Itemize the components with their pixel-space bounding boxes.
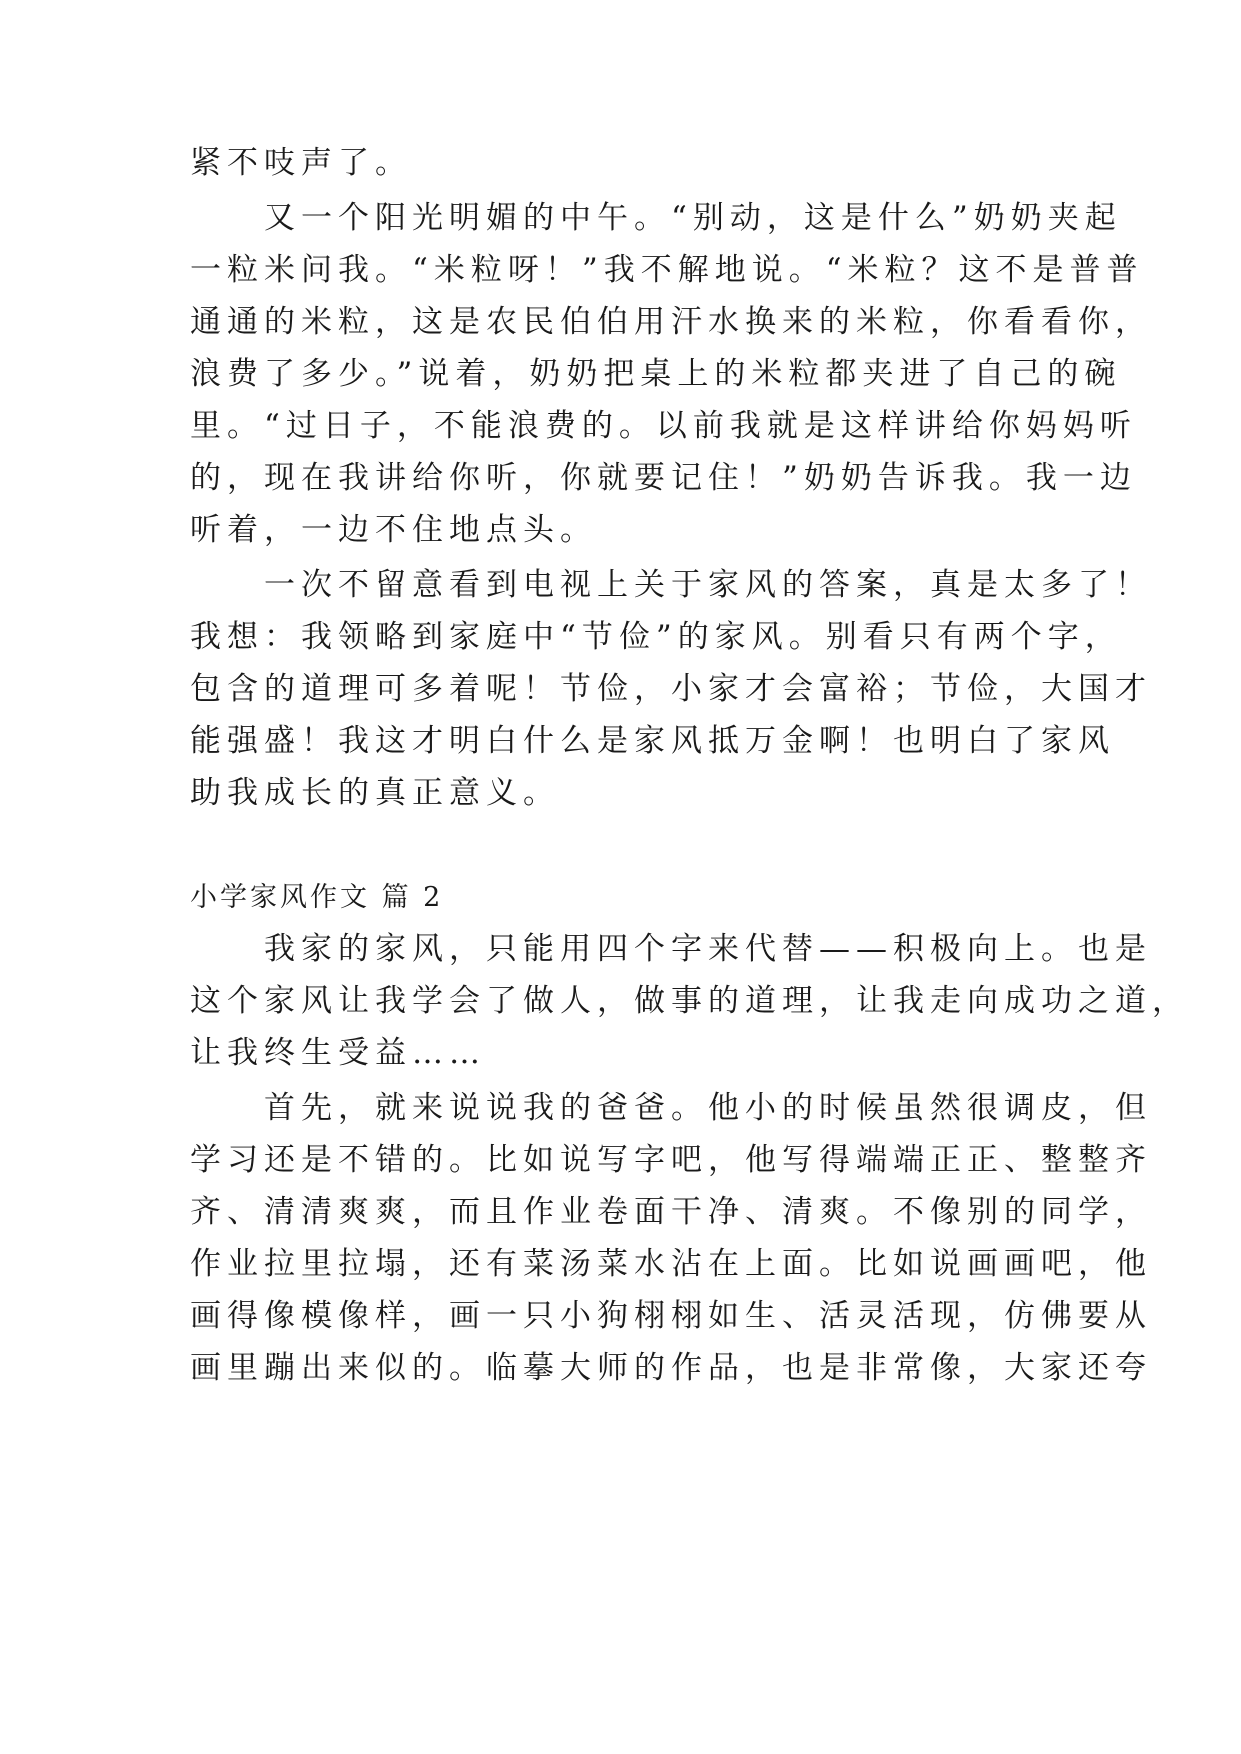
text-line: 通通的米粒，这是农民伯伯用汗水换来的米粒，你看看你， bbox=[190, 304, 1152, 340]
text-line: 齐、清清爽爽，而且作业卷面干净、清爽。不像别的同学， bbox=[190, 1194, 1152, 1230]
text-line: 作业拉里拉塌，还有菜汤菜水沾在上面。比如说画画吧，他 bbox=[190, 1246, 1152, 1282]
section-heading: 小学家风作文 篇 2 bbox=[190, 882, 444, 913]
text-line: 首先，就来说说我的爸爸。他小的时候虽然很调皮，但 bbox=[190, 1090, 1152, 1126]
text-line: 听着，一边不住地点头。 bbox=[190, 512, 597, 548]
text-line: 我家的家风，只能用四个字来代替——积极向上。也是 bbox=[190, 931, 1152, 967]
text-line: 一粒米问我。“米粒呀！”我不解地说。“米粒？这不是普普 bbox=[190, 252, 1144, 288]
text-line: 里。“过日子，不能浪费的。以前我就是这样讲给你妈妈听 bbox=[190, 408, 1137, 444]
text-line: 助我成长的真正意义。 bbox=[190, 775, 560, 811]
text-line: 浪费了多少。”说着，奶奶把桌上的米粒都夹进了自己的碗 bbox=[190, 356, 1122, 392]
text-line: 让我终生受益…… bbox=[190, 1035, 486, 1071]
text-line: 画里蹦出来似的。临摹大师的作品，也是非常像，大家还夸 bbox=[190, 1350, 1152, 1386]
text-line: 这个家风让我学会了做人，做事的道理，让我走向成功之道， bbox=[190, 983, 1189, 1019]
text-line: 能强盛！我这才明白什么是家风抵万金啊！也明白了家风 bbox=[190, 723, 1115, 759]
text-line: 又一个阳光明媚的中午。“别动，这是什么”奶奶夹起 bbox=[190, 200, 1122, 236]
text-line: 包含的道理可多着呢！节俭，小家才会富裕；节俭，大国才 bbox=[190, 671, 1152, 707]
text-line: 我想：我领略到家庭中“节俭”的家风。别看只有两个字， bbox=[190, 619, 1122, 655]
text-line: 的，现在我讲给你听，你就要记住！”奶奶告诉我。我一边 bbox=[190, 460, 1137, 496]
text-line: 紧不吱声了。 bbox=[190, 145, 412, 181]
text-line: 学习还是不错的。比如说写字吧，他写得端端正正、整整齐 bbox=[190, 1142, 1152, 1178]
text-line: 画得像模像样，画一只小狗栩栩如生、活灵活现，仿佛要从 bbox=[190, 1298, 1152, 1334]
text-line: 一次不留意看到电视上关于家风的答案，真是太多了！ bbox=[190, 567, 1152, 603]
